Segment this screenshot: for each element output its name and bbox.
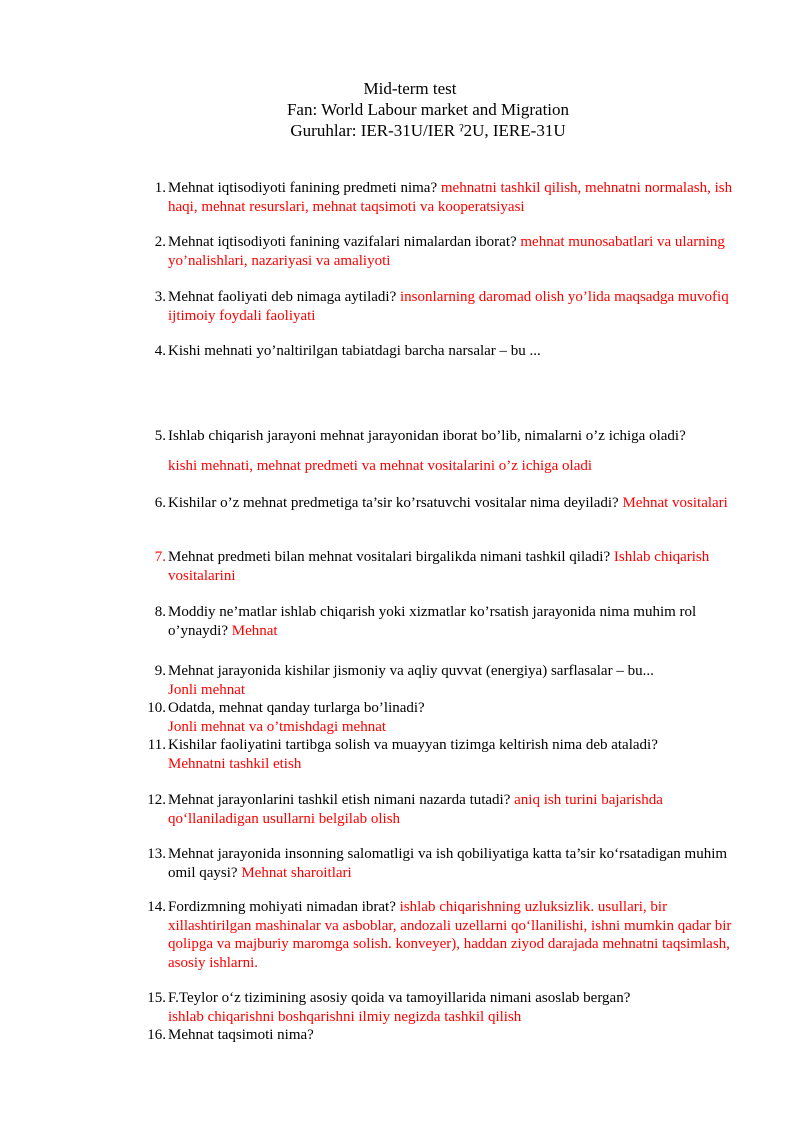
question-number: 12. — [147, 792, 166, 808]
question-number: 11. — [147, 737, 166, 753]
answer-text: Mehnat vositalari — [622, 495, 728, 511]
question-item — [140, 662, 740, 699]
question-item — [140, 494, 740, 513]
question-number: 13. — [147, 846, 166, 862]
answer-text: insonlarning daromad olish yo’lida maqsadga muvofiq ijtimoiy foydali faoliyati — [168, 289, 729, 324]
question-item — [140, 342, 740, 361]
question-item — [140, 179, 740, 216]
header-subject: Fan: World Labour market and Migration — [286, 100, 570, 119]
question-text: Mehnat jarayonlarini tashkil etish nimani nazarda tutadi? — [168, 792, 511, 808]
answer-text: aniq ish turini bajarishda qo‘llaniladigan usullarni belgilab olish — [168, 792, 663, 827]
answer-text: ishlab chiqarishning uzluksizlik. usullari, bir xillashtirilgan mashinalar va asboblar, andozali uzellarni qo‘llanilishi, ishni mumkin qadar bir qolipga va majburiy maromga solish. konveyer), haddan ziyod darajada mehnatni taqsimlash, asosiy ishlarni. — [168, 899, 732, 971]
question-number: 1. — [154, 180, 166, 196]
question-item — [140, 288, 740, 325]
question-item — [140, 699, 740, 736]
question-item — [140, 736, 740, 773]
question-text: Kishilar faoliyatini tartibga solish va muayyan tizimga keltirish nima deb ataladi? — [168, 737, 658, 753]
question-number: 15. — [147, 990, 166, 1006]
question-text: Ishlab chiqarish jarayoni mehnat jarayonidan iborat bo’lib, nimalarni o’z ichiga oladi? — [168, 428, 686, 444]
question-text: Kishilar o’z mehnat predmetiga ta’sir ko’rsatuvchi vositalar nima deyiladi? — [168, 495, 619, 511]
answer-text: Jonli mehnat — [168, 681, 246, 698]
question-text: Mehnat iqtisodiyoti fanining vazifalari nimalardan iborat? — [168, 234, 517, 250]
question-text: Mehnat predmeti bilan mehnat vositalari birgalikda nimani tashkil qiladi? — [168, 549, 611, 565]
header-groups: Guruhlar: IER-31U/IER ˀ2U, IERE-31U — [290, 121, 566, 140]
answer-text: kishi mehnati, mehnat predmeti va mehnat vositalarini o’z ichiga oladi — [168, 457, 593, 474]
question-text: Fordizmning mohiyati nimadan ibrat? — [168, 899, 396, 915]
question-text: F.Teylor o‘z tizimining asosiy qoida va tamoyillarida nimani asoslab bergan? — [168, 990, 631, 1006]
question-number: 16. — [147, 1027, 166, 1043]
answer-text: Mehnat sharoitlari — [241, 864, 352, 881]
question-text: Mehnat taqsimoti nima? — [168, 1027, 314, 1043]
question-text: Moddiy ne’matlar ishlab chiqarish yoki xizmatlar ko’rsatish jarayonida nima muhim rol o’ynaydi? — [168, 604, 697, 639]
question-number: 6. — [154, 495, 166, 511]
answer-text: Jonli mehnat va o’tmishdagi mehnat — [168, 718, 387, 735]
question-item — [140, 898, 740, 972]
question-text: Mehnat jarayonida kishilar jismoniy va aqliy quvvat (energiya) sarflasalar – bu... — [168, 663, 654, 679]
question-text: Mehnat iqtisodiyoti fanining predmeti nima? — [168, 180, 438, 196]
question-text: Mehnat jarayonida insonning salomatligi va ish qobiliyatiga katta ta’sir ko‘rsatadigan muhim omil qaysi? — [168, 846, 728, 881]
answer-text: mehnat munosabatlari va ularning yo’nalishlari, nazariyasi va amaliyoti — [168, 234, 725, 269]
answer-text: Mehnatni tashkil etish — [168, 755, 302, 772]
answer-text: Mehnat — [231, 622, 278, 639]
answer-text: Ishlab chiqarish vositalarini — [168, 549, 710, 584]
question-item — [140, 989, 740, 1026]
question-item — [140, 845, 740, 882]
question-number: 7. — [154, 549, 166, 565]
document-header — [0, 78, 800, 141]
answer-text: mehnatni tashkil qilish, mehnatni normalash, ish haqi, mehnat resurslari, mehnat taqsimoti va kooperatsiyasi — [168, 180, 733, 215]
question-number: 5. — [154, 428, 166, 444]
question-number: 9. — [154, 663, 166, 679]
question-item — [140, 603, 740, 640]
answer-text: ishlab chiqarishni boshqarishni ilmiy negizda tashkil qilish — [168, 1008, 522, 1025]
question-number: 8. — [154, 604, 166, 620]
question-number: 10. — [147, 700, 166, 716]
question-number: 2. — [154, 234, 166, 250]
question-item — [140, 427, 740, 475]
question-text: Odatda, mehnat qanday turlarga bo’linadi? — [168, 700, 425, 716]
question-item — [140, 1026, 740, 1045]
question-number: 4. — [154, 343, 166, 359]
question-item — [140, 233, 740, 270]
question-text: Kishi mehnati yo’naltirilgan tabiatdagi barcha narsalar – bu ... — [168, 343, 541, 359]
question-text: Mehnat faoliyati deb nimaga aytiladi? — [168, 289, 397, 305]
question-item — [140, 548, 740, 585]
question-number: 3. — [154, 289, 166, 305]
question-number: 14. — [147, 899, 166, 915]
header-title: Mid-term test — [363, 79, 457, 98]
question-item — [140, 791, 740, 828]
